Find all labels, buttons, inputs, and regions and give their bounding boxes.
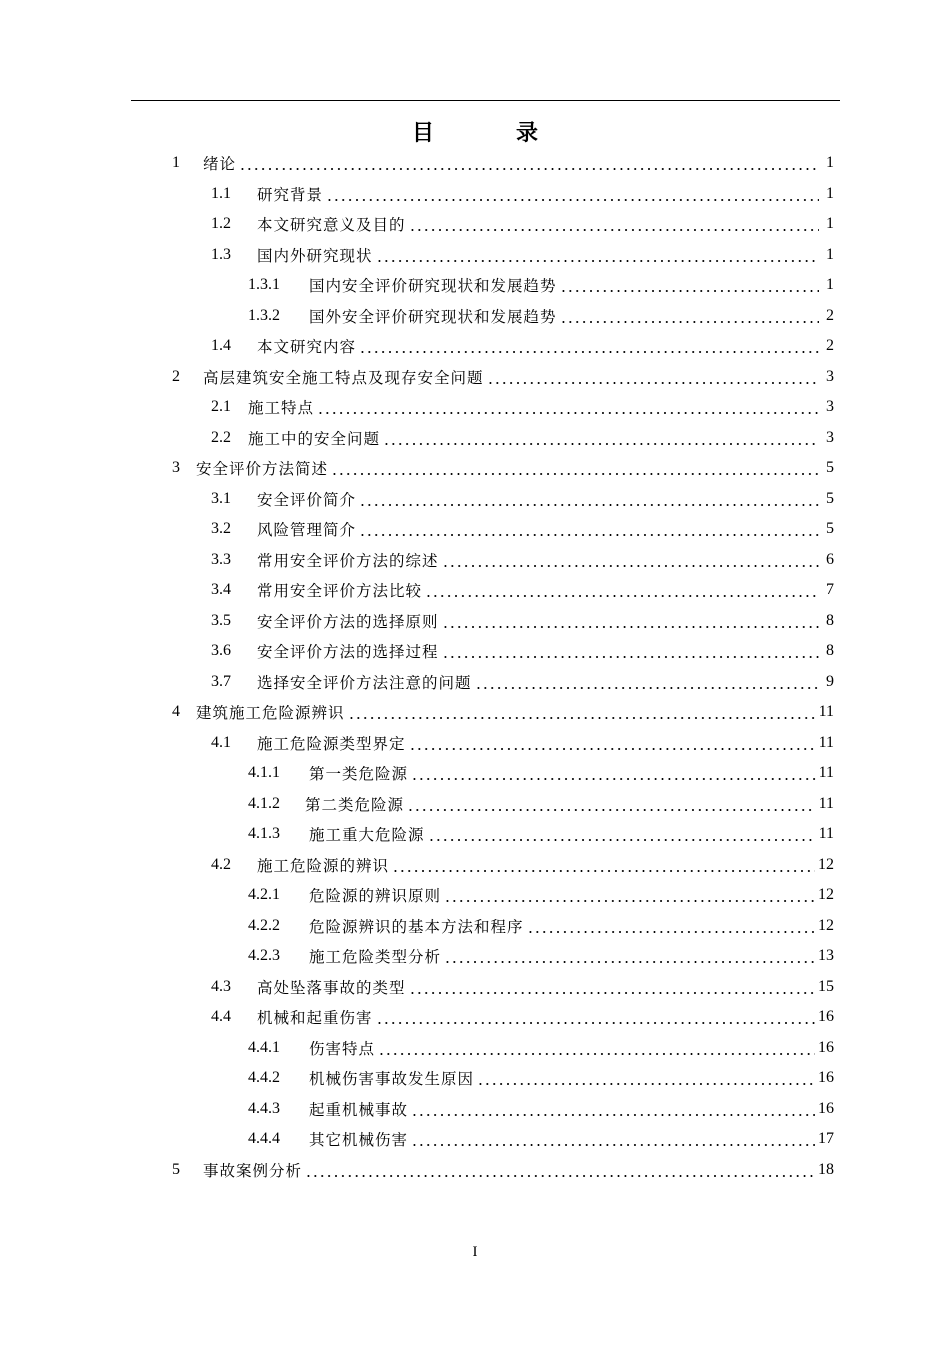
toc-dot-leader (477, 1069, 815, 1087)
toc-entry[interactable] (172, 698, 834, 726)
toc-entry[interactable] (211, 668, 834, 696)
toc-entry-page: 5 (826, 520, 834, 537)
toc-entry-title: 研究背景 (257, 185, 324, 204)
toc-entry-page: 9 (826, 672, 834, 690)
toc-entry[interactable] (248, 302, 834, 330)
toc-dot-leader (317, 398, 819, 416)
toc-entry-title: 安全评价简介 (257, 490, 357, 509)
toc-dot-leader (348, 703, 816, 721)
toc-entry-number: 2.2 (211, 428, 231, 446)
toc-dot-leader (409, 978, 815, 996)
toc-dot-leader (376, 246, 819, 264)
toc-entry-page: 3 (826, 367, 834, 385)
toc-entry-number: 4.4.1 (248, 1038, 280, 1056)
toc-dot-leader (560, 307, 819, 325)
toc-entry-title: 施工重大危险源 (309, 826, 425, 844)
toc-entry-page: 11 (818, 733, 834, 751)
toc-entry-page: 17 (818, 1130, 834, 1147)
toc-entry-title: 本文研究意义及目的 (257, 216, 406, 234)
toc-entry[interactable] (211, 332, 834, 360)
toc-dot-leader (442, 642, 819, 660)
toc-dot-leader (442, 551, 819, 569)
toc-entry-page: 12 (818, 855, 834, 873)
toc-entry-title: 高层建筑安全施工特点及现存安全问题 (203, 368, 484, 387)
toc-entry-page: 11 (818, 825, 834, 842)
toc-entry-page: 18 (818, 1160, 834, 1178)
toc-entry[interactable] (211, 515, 834, 543)
toc-dot-leader (475, 673, 819, 691)
toc-entry[interactable] (248, 820, 834, 848)
toc-dot-leader (411, 1130, 815, 1148)
toc-entry-number: 4.3 (211, 977, 231, 995)
toc-entry-title: 起重机械事故 (309, 1100, 409, 1119)
toc-entry-number: 4.2 (211, 855, 231, 873)
toc-entry-title: 本文研究内容 (257, 338, 357, 356)
toc-entry-title: 常用安全评价方法的综述 (257, 551, 439, 570)
toc-dot-leader (442, 612, 819, 630)
toc-dot-leader (376, 1008, 815, 1026)
toc-dot-leader (392, 856, 815, 874)
toc-dot-leader (383, 429, 819, 447)
toc-entry-number: 4.1.3 (248, 825, 280, 842)
toc-entry-number: 1.2 (211, 215, 231, 232)
toc-entry-number: 4.4 (211, 1008, 231, 1025)
toc-entry-title: 危险源的辨识原则 (309, 887, 442, 905)
toc-entry-page: 2 (826, 306, 834, 324)
toc-entry-title: 施工危险类型分析 (309, 948, 442, 966)
toc-entry-number: 4.4.2 (248, 1069, 280, 1086)
toc-entry-title: 安全评价方法简述 (196, 460, 329, 478)
toc-entry-title: 常用安全评价方法比较 (257, 582, 423, 600)
toc-entry-number: 4.1.1 (248, 764, 280, 781)
toc-entry[interactable] (211, 973, 834, 1001)
toc-entry-number: 1.3 (211, 245, 231, 263)
toc-entry[interactable] (172, 454, 834, 482)
toc-entry-title: 第一类危险源 (309, 765, 409, 783)
toc-entry-page: 16 (818, 1008, 834, 1025)
toc-entry-title: 事故案例分析 (203, 1161, 303, 1180)
toc-entry[interactable] (172, 1156, 834, 1184)
toc-dot-leader (359, 490, 819, 508)
toc-entry-number: 3 (172, 459, 180, 476)
toc-dot-leader (425, 581, 819, 599)
toc-dot-leader (326, 185, 819, 203)
toc-entry-title: 机械伤害事故发生原因 (309, 1070, 475, 1088)
toc-entry-page: 8 (826, 611, 834, 629)
toc-entry[interactable] (248, 1064, 834, 1092)
toc-dot-leader (378, 1039, 815, 1057)
toc-entry[interactable] (211, 485, 834, 513)
toc-entry[interactable] (211, 424, 834, 452)
toc-entry[interactable] (211, 241, 834, 269)
toc-entry-title: 国外安全评价研究现状和发展趋势 (309, 307, 557, 326)
toc-entry[interactable] (211, 180, 834, 208)
toc-entry[interactable] (248, 271, 834, 299)
toc-entry-page: 15 (818, 977, 834, 995)
toc-entry-page: 1 (826, 184, 834, 202)
toc-entry-title: 建筑施工危险源辨识 (196, 704, 345, 722)
toc-dot-leader (331, 459, 819, 477)
toc-entry-number: 4.2.1 (248, 886, 280, 903)
toc-entry-page: 11 (818, 794, 834, 812)
toc-entry-number: 4.1 (211, 733, 231, 751)
toc-entry-title: 选择安全评价方法注意的问题 (257, 673, 472, 692)
header-rule (131, 100, 840, 101)
toc-entry[interactable] (211, 210, 834, 238)
toc-dot-leader (359, 337, 819, 355)
toc-entry-title: 伤害特点 (309, 1039, 376, 1058)
toc-entry-number: 4.4.4 (248, 1130, 280, 1147)
toc-entry-title: 风险管理简介 (257, 521, 357, 539)
toc-entry-title: 机械和起重伤害 (257, 1009, 373, 1027)
toc-entry-title: 安全评价方法的选择过程 (257, 643, 439, 661)
toc-entry-number: 1.4 (211, 337, 231, 354)
toc-dot-leader (428, 825, 816, 843)
toc-entry-page: 12 (818, 916, 834, 934)
toc-entry-number: 1.3.2 (248, 306, 280, 324)
toc-entry[interactable] (248, 912, 834, 940)
toc-entry[interactable] (211, 607, 834, 635)
toc-entry-number: 4.4.3 (248, 1099, 280, 1117)
toc-entry-page: 8 (826, 642, 834, 659)
toc-entry-number: 3.4 (211, 581, 231, 598)
toc-title: 目 录 (411, 120, 568, 146)
toc-entry-title: 国内外研究现状 (257, 246, 373, 265)
toc-entry-page: 5 (826, 489, 834, 507)
toc-entry-page: 16 (818, 1069, 834, 1086)
toc-entry[interactable] (211, 637, 834, 665)
toc-entry-page: 2 (826, 337, 834, 354)
toc-dot-leader (487, 368, 819, 386)
toc-entry-page: 11 (818, 764, 834, 781)
toc-entry-page: 6 (826, 550, 834, 568)
toc-entry-page: 13 (818, 947, 834, 964)
toc-entry[interactable] (248, 759, 834, 787)
toc-entry-number: 3.3 (211, 550, 231, 568)
toc-entry-title: 安全评价方法的选择原则 (257, 612, 439, 631)
toc-entry-number: 1 (172, 154, 180, 171)
toc-dot-leader (239, 154, 819, 172)
toc-entry-title: 危险源辨识的基本方法和程序 (309, 917, 524, 936)
toc-entry-number: 1.3.1 (248, 276, 280, 293)
page-number: I (472, 1244, 478, 1260)
toc-entry-number: 1.1 (211, 184, 231, 202)
toc-entry-number: 3.6 (211, 642, 231, 659)
toc-entry[interactable] (248, 881, 834, 909)
toc-entry-title: 第二类危险源 (305, 795, 405, 814)
toc-entry-title: 施工中的安全问题 (248, 429, 381, 448)
toc-dot-leader (409, 734, 816, 752)
toc-entry-number: 3.1 (211, 489, 231, 507)
toc-dot-leader (409, 215, 819, 233)
toc-entry-number: 4 (172, 703, 180, 720)
toc-entry-page: 1 (826, 154, 834, 171)
toc-entry-number: 4.2.2 (248, 916, 280, 934)
toc-dot-leader (407, 795, 816, 813)
toc-entry-number: 5 (172, 1160, 180, 1178)
toc-entry-number: 3.5 (211, 611, 231, 629)
toc-entry[interactable] (248, 1095, 834, 1123)
toc-entry-number: 4.1.2 (248, 794, 280, 812)
toc-entry[interactable] (211, 546, 834, 574)
toc-dot-leader (411, 764, 816, 782)
toc-entry-page: 3 (826, 398, 834, 415)
toc-entry-title: 高处坠落事故的类型 (257, 978, 406, 997)
toc-dot-leader (305, 1161, 815, 1179)
toc-entry-title: 施工特点 (248, 399, 315, 417)
toc-dot-leader (411, 1100, 815, 1118)
toc-entry[interactable] (211, 576, 834, 604)
toc-entry-title: 施工危险源类型界定 (257, 734, 406, 753)
toc-entry[interactable] (248, 1125, 834, 1153)
toc-entry-number: 2.1 (211, 398, 231, 415)
toc-entry[interactable] (211, 851, 834, 879)
toc-entry-page: 16 (818, 1038, 834, 1056)
toc-entry[interactable] (248, 790, 834, 818)
toc-entry-page: 16 (818, 1099, 834, 1117)
toc-dot-leader (444, 886, 815, 904)
toc-dot-leader (527, 917, 815, 935)
toc-entry-page: 11 (818, 703, 834, 720)
toc-entry-title: 绪论 (203, 155, 237, 173)
toc-entry-page: 5 (826, 459, 834, 476)
toc-dot-leader (359, 520, 819, 538)
toc-entry[interactable] (248, 942, 834, 970)
toc-entry[interactable] (172, 149, 834, 177)
toc-entry[interactable] (211, 1003, 834, 1031)
toc-entry[interactable] (211, 729, 834, 757)
toc-entry-title: 其它机械伤害 (309, 1131, 409, 1149)
toc-entry[interactable] (248, 1034, 834, 1062)
toc-entry-page: 7 (826, 581, 834, 598)
toc-entry-title: 国内安全评价研究现状和发展趋势 (309, 277, 557, 295)
toc-entry-title: 施工危险源的辨识 (257, 856, 390, 875)
toc-entry-page: 3 (826, 428, 834, 446)
toc-entry-page: 1 (826, 245, 834, 263)
toc-dot-leader (560, 276, 819, 294)
toc-entry-number: 3.7 (211, 672, 231, 690)
toc-entry-number: 2 (172, 367, 180, 385)
toc-entry-page: 1 (826, 215, 834, 232)
toc-dot-leader (444, 947, 815, 965)
toc-entry[interactable] (211, 393, 834, 421)
toc-entry-number: 4.2.3 (248, 947, 280, 964)
toc-entry-number: 3.2 (211, 520, 231, 537)
toc-entry-page: 12 (818, 886, 834, 903)
toc-entry[interactable] (172, 363, 834, 391)
toc-entry-page: 1 (826, 276, 834, 293)
